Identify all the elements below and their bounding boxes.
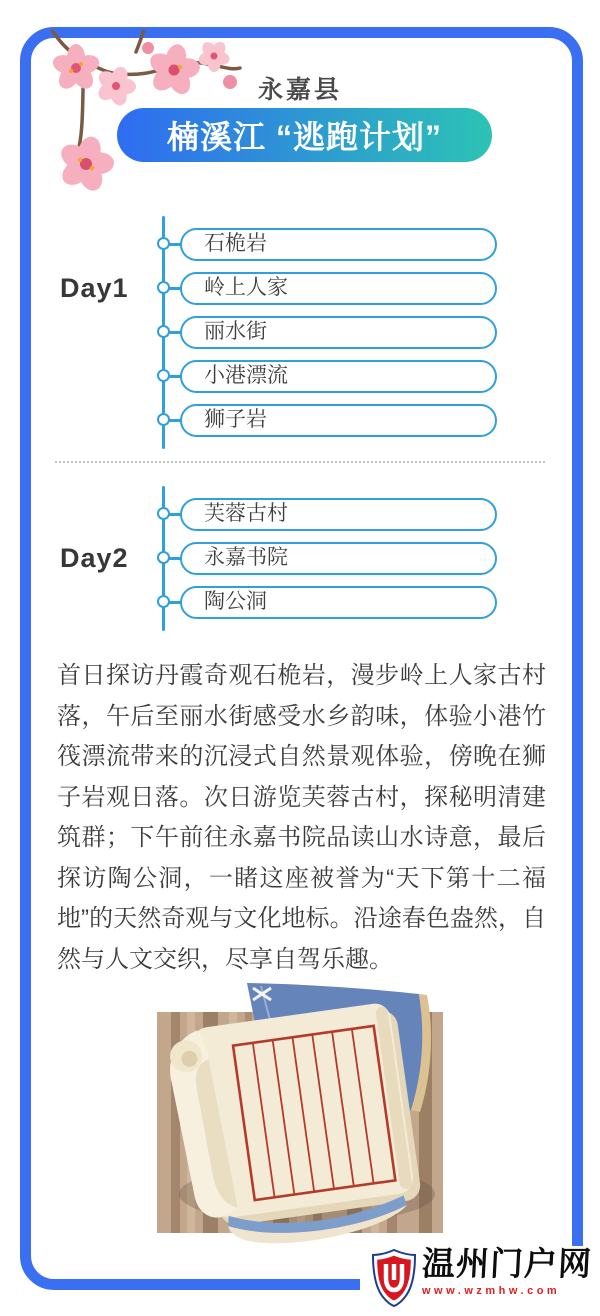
timeline-node-icon <box>157 325 170 338</box>
county-title: 永嘉县 <box>257 76 342 104</box>
itinerary-stop <box>163 360 503 393</box>
day1-label: Day1 <box>60 273 129 303</box>
plum-blossom-icon <box>24 30 242 195</box>
day1-section <box>0 228 600 437</box>
shield-w-logo-icon <box>372 1249 416 1307</box>
itinerary-stop <box>163 498 503 531</box>
itinerary-stop <box>163 542 503 575</box>
stop-pill: 小港漂流 <box>180 360 497 393</box>
blossom-flowers <box>50 39 237 194</box>
itinerary-stop <box>163 316 503 349</box>
timeline-node-icon <box>157 595 170 608</box>
timeline-node-icon <box>157 507 170 520</box>
site-url: www.wzmhw.com <box>422 1285 561 1297</box>
stop-pill: 石桅岩 <box>180 228 497 261</box>
timeline-node-icon <box>157 369 170 382</box>
stop-pill: 芙蓉古村 <box>180 498 497 531</box>
stop-pill: 岭上人家 <box>180 272 497 305</box>
itinerary-stop <box>163 228 503 261</box>
site-name: 温州门户网 <box>421 1247 593 1283</box>
day2-label: Day2 <box>60 543 129 573</box>
stop-pill: 狮子岩 <box>180 404 497 437</box>
timeline-node-icon <box>157 237 170 250</box>
banner-text: 楠溪江 “逃跑计划” <box>167 119 442 155</box>
stop-pill: 永嘉书院 <box>180 542 497 575</box>
day2-stops <box>163 498 503 619</box>
itinerary-stop <box>163 586 503 619</box>
stop-pill: 丽水街 <box>180 316 497 349</box>
book-illustration <box>157 982 443 1262</box>
dotted-divider <box>55 461 545 463</box>
day2-section <box>0 498 600 619</box>
timeline-node-icon <box>157 551 170 564</box>
itinerary-stop <box>163 272 503 305</box>
timeline-node-icon <box>157 281 170 294</box>
stop-pill: 陶公洞 <box>180 586 497 619</box>
trip-description: 首日探访丹霞奇观石桅岩，漫步岭上人家古村落，午后至丽水街感受水乡韵味，体验小港竹筏漂流带来的沉浸式自然景观体验，傍晚在狮子岩观日落。次日游览芙蓉古村，探秘明清建筑群；下午前往永嘉书院品读山水诗意，最后探访陶公洞，一睹这座被誉为“天下第十二福地”的天然奇观与文化地标。沿途春色盎然，自然与人文交织，尽享自驾乐趣。 <box>57 662 546 973</box>
timeline-node-icon <box>157 413 170 426</box>
itinerary-stop <box>163 404 503 437</box>
day1-stops <box>163 228 503 437</box>
site-watermark <box>360 1246 600 1316</box>
